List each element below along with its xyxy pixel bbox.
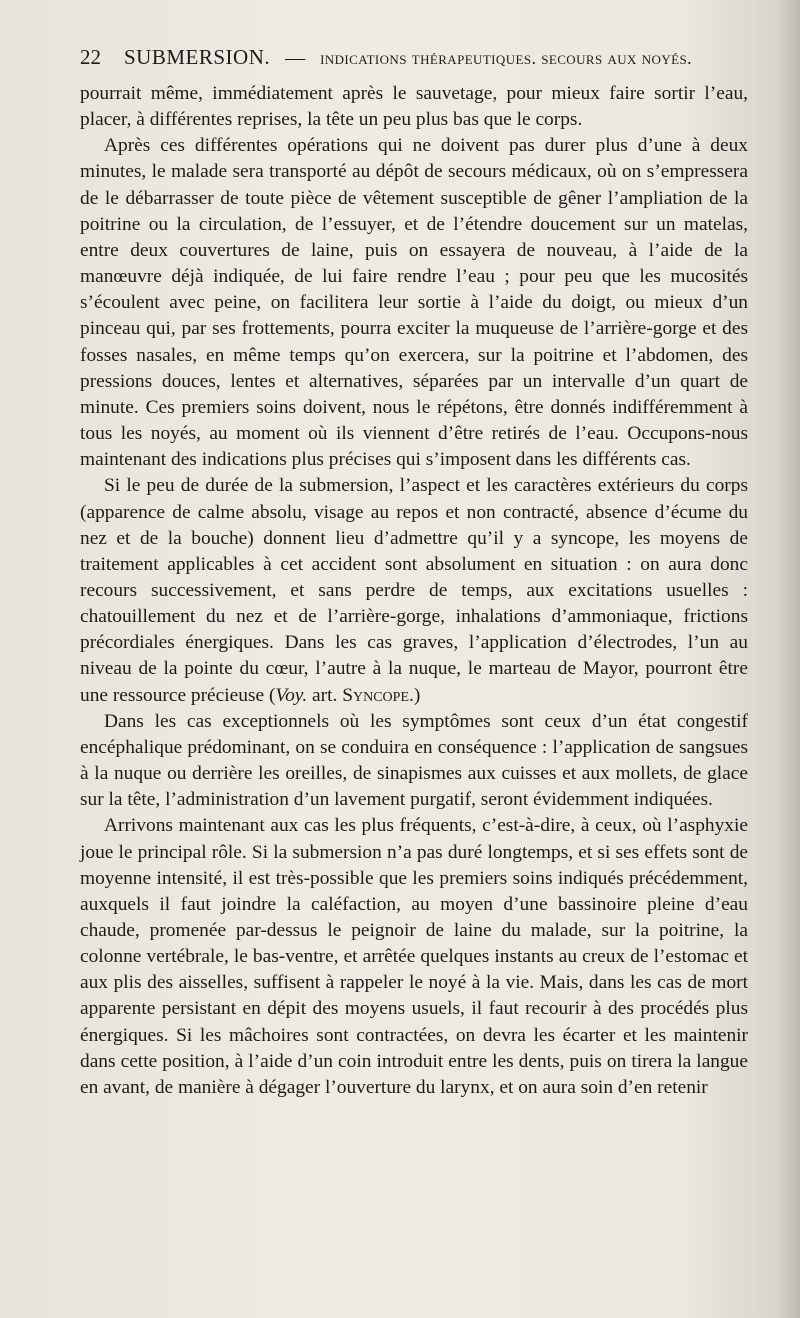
paragraph-asphyxia: Arrivons maintenant aux cas les plus fréquents, c’est-à-dire, à ceux, où l’asphyxie joue le principal rôle. Si la submersion n’a pas duré longtemps, et si ses effets sont de moyenne intensité, il est très-possible que les premiers soins indiqués précédemment, auxquels il faut joindre la caléfaction, au moyen d’une bassinoire pleine d’eau chaude, promenée par-dessus le peignoir de laine du malade, sur la poitrine, la colonne vertébrale, le bas-ventre, et arrêtée quelques instants au creux de l’estomac et aux plis des aisselles, suffisent à rappeler le noyé à la vie. Mais, dans les cas de mort apparente persistant en dépit des moyens usuels, il faut recourir à des procédés plus énergiques. Si les mâchoires sont contractées, on devra les écarter et les maintenir dans cette position, à l’aide d’un coin introduit entre les dents, puis on tirera la langue en avant, de manière à dégager l’ouverture du larynx, et on aura soin d’en retenir (80, 815, 748, 1098)
paragraph-first-care: Après ces différentes opérations qui ne doivent pas durer plus d’une à deux minutes, le malade sera transporté au dépôt de secours médicaux, où on s’empressera de le débarrasser de toute pièce de vêtement susceptible de gêner l’ampliation de la poitrine ou la circulation, de l’essuyer, et de l’étendre doucement sur un matelas, entre deux couvertures de laine, puis on essayera de nouveau, à l’aide de la manœuvre déjà indiquée, de lui faire rendre l’eau ; pour peu que les mucosités s’écoulent avec peine, on facilitera leur sortie à l’aide du doigt, ou mieux d’un pinceau qui, par ses frottements, pourra exciter la muqueuse de l’arrière-gorge et des fosses nasales, en même temps qu’on exercera, sur la poitrine et l’abdomen, des pressions douces, lentes et alternatives, séparées par un intervalle d’un quart de minute. Ces premiers soins doivent, nous le répétons, être donnés indifféremment à tous les noyés, au moment où ils viennent d’être retirés de l’eau. Occupons-nous maintenant des indications plus précises qui s’imposent dans les différents cas. (80, 135, 748, 471)
art-text: art. (307, 684, 343, 706)
paragraph-congestion: Dans les cas exceptionnels où les symptômes sont ceux d’un état congestif encéphalique prédominant, on se conduira en conséquence : l’application de sangsues à la nuque ou derrière les oreilles, de sinapismes aux cuisses et aux mollets, de glace sur la tête, l’administration d’un lavement purgatif, seront évidemment indiquées. (80, 710, 748, 811)
voy-reference: Voy. (275, 684, 308, 706)
paragraph-syncope (80, 473, 748, 708)
syncope-reference: Syncope (342, 684, 409, 706)
page-number: 22 (80, 45, 101, 69)
header-separator: — (285, 47, 306, 69)
running-header (80, 40, 760, 75)
section-title: indications thérapeutiques. secours aux noyés. (320, 48, 692, 68)
syncope-text: Si le peu de durée de la submersion, l’aspect et les caractères extérieurs du corps (apparence de calme absolu, visage au repos et non contracté, absence d’écume du nez et de la bouche) donnent lieu d’admettre qu’il y a syncope, les moyens de traitement applicables à cet accident sont absolument en situation : on aura donc recours successivement, et sans perdre de temps, aux excitations usuelles : chatouillement du nez et de l’arrière-gorge, inhalations d’ammoniaque, frictions précordiales énergiques. Dans les cas graves, l’application d’électrodes, l’un au niveau de la pointe du cœur, l’autre à la nuque, le marteau de Mayor, pourront être une ressource précieuse ( (80, 475, 748, 706)
body-text (80, 81, 748, 1101)
syncope-close: .) (409, 684, 421, 706)
paragraph-continuation: pourrait même, immédiatement après le sauvetage, pour mieux faire sortir l’eau, placer, à différentes reprises, la tête un peu plus bas que le corps. (80, 83, 748, 131)
running-title: SUBMERSION. (124, 45, 271, 69)
